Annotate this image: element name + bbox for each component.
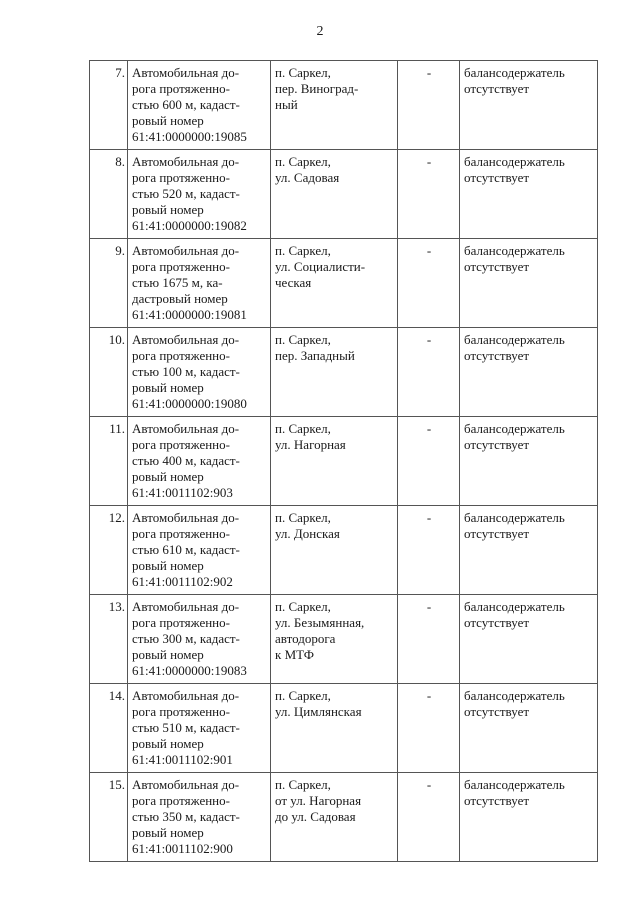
value-cell: - <box>398 417 460 506</box>
road-description: Автомобильная до- рога протяженно- стью 350 м, кадаст- ровый номер 61:41:0011102:900 <box>128 773 271 862</box>
row-number: 11. <box>90 417 128 506</box>
road-location: п. Саркел, от ул. Нагорная до ул. Садовая <box>271 773 398 862</box>
road-description: Автомобильная до- рога протяженно- стью 600 м, кадаст- ровый номер 61:41:0000000:19085 <box>128 61 271 150</box>
road-location: п. Саркел, пер. Западный <box>271 328 398 417</box>
row-number: 10. <box>90 328 128 417</box>
balance-holder: балансодержатель отсутствует <box>460 417 598 506</box>
row-number: 8. <box>90 150 128 239</box>
table-row <box>90 61 598 150</box>
value-cell: - <box>398 506 460 595</box>
table-row <box>90 595 598 684</box>
balance-holder: балансодержатель отсутствует <box>460 595 598 684</box>
row-number: 12. <box>90 506 128 595</box>
road-location: п. Саркел, ул. Цимлянская <box>271 684 398 773</box>
table-row <box>90 150 598 239</box>
balance-holder: балансодержатель отсутствует <box>460 61 598 150</box>
value-cell: - <box>398 328 460 417</box>
road-description: Автомобильная до- рога протяженно- стью 1675 м, ка- дастровый номер 61:41:0000000:19081 <box>128 239 271 328</box>
road-location: п. Саркел, ул. Безымянная, автодорога к МТФ <box>271 595 398 684</box>
table-row <box>90 239 598 328</box>
balance-holder: балансодержатель отсутствует <box>460 239 598 328</box>
road-location: п. Саркел, ул. Социалисти- ческая <box>271 239 398 328</box>
value-cell: - <box>398 684 460 773</box>
row-number: 14. <box>90 684 128 773</box>
roads-registry-table <box>89 60 598 862</box>
balance-holder: балансодержатель отсутствует <box>460 328 598 417</box>
page-number: 2 <box>316 24 324 39</box>
value-cell: - <box>398 239 460 328</box>
row-number: 15. <box>90 773 128 862</box>
row-number: 13. <box>90 595 128 684</box>
road-description: Автомобильная до- рога протяженно- стью 100 м, кадаст- ровый номер 61:41:0000000:19080 <box>128 328 271 417</box>
balance-holder: балансодержатель отсутствует <box>460 684 598 773</box>
value-cell: - <box>398 595 460 684</box>
row-number: 7. <box>90 61 128 150</box>
table-row <box>90 773 598 862</box>
road-description: Автомобильная до- рога протяженно- стью 520 м, кадаст- ровый номер 61:41:0000000:19082 <box>128 150 271 239</box>
table-row <box>90 506 598 595</box>
road-description: Автомобильная до- рога протяженно- стью 300 м, кадаст- ровый номер 61:41:0000000:19083 <box>128 595 271 684</box>
road-location: п. Саркел, ул. Садовая <box>271 150 398 239</box>
table-row <box>90 684 598 773</box>
road-description: Автомобильная до- рога протяженно- стью 400 м, кадаст- ровый номер 61:41:0011102:903 <box>128 417 271 506</box>
road-location: п. Саркел, ул. Нагорная <box>271 417 398 506</box>
road-location: п. Саркел, пер. Виноград- ный <box>271 61 398 150</box>
row-number: 9. <box>90 239 128 328</box>
value-cell: - <box>398 150 460 239</box>
balance-holder: балансодержатель отсутствует <box>460 506 598 595</box>
road-location: п. Саркел, ул. Донская <box>271 506 398 595</box>
value-cell: - <box>398 61 460 150</box>
table-row <box>90 328 598 417</box>
road-description: Автомобильная до- рога протяженно- стью 510 м, кадаст- ровый номер 61:41:0011102:901 <box>128 684 271 773</box>
road-description: Автомобильная до- рога протяженно- стью 610 м, кадаст- ровый номер 61:41:0011102:902 <box>128 506 271 595</box>
value-cell: - <box>398 773 460 862</box>
table-row <box>90 417 598 506</box>
balance-holder: балансодержатель отсутствует <box>460 773 598 862</box>
balance-holder: балансодержатель отсутствует <box>460 150 598 239</box>
